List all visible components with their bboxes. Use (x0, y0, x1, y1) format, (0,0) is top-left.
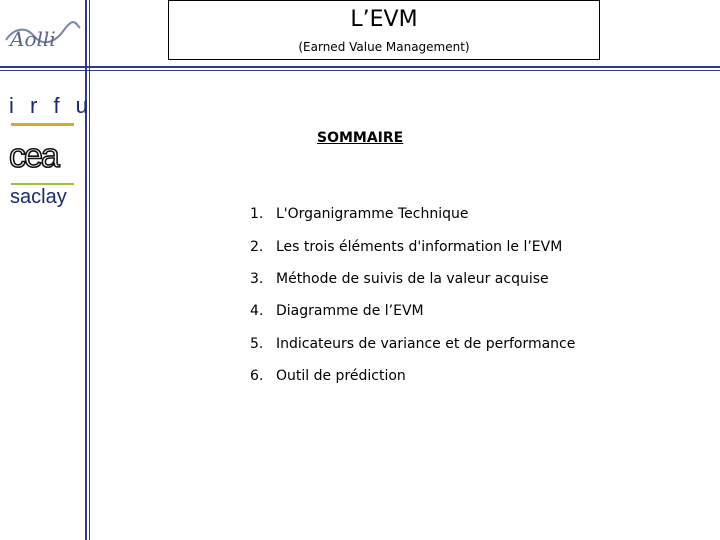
top-horizontal-rule (0, 66, 720, 68)
toc-item (250, 360, 575, 392)
irfu-logo-text: i r f u (9, 93, 93, 118)
toc-item-label: Indicateurs de variance et de performance (276, 335, 576, 352)
toc-item-number: 5. (250, 335, 264, 352)
toc-item-number: 1. (250, 206, 264, 223)
toc-item-label: Les trois éléments d'information le l’EVM (276, 238, 563, 255)
saclay-line (11, 183, 74, 185)
summary-heading: SOMMAIRE (317, 130, 404, 146)
toc-item (250, 198, 575, 230)
top-horizontal-rule-inner (0, 70, 720, 71)
cea-logo-text: cea (9, 140, 58, 172)
toc-item-number: 2. (250, 238, 264, 255)
aolli-logo-text: Aolli (10, 27, 56, 51)
toc-item-number: 6. (250, 368, 264, 385)
toc-item-label: L'Organigramme Technique (276, 206, 469, 223)
saclay-logo-text: saclay (10, 186, 67, 208)
toc-item (250, 230, 575, 262)
toc-item (250, 328, 575, 360)
toc-item-number: 4. (250, 303, 264, 320)
cea-logo (9, 140, 75, 172)
toc-item (250, 263, 575, 295)
page-subtitle: (Earned Value Management) (298, 40, 470, 54)
irfu-underline (11, 123, 74, 126)
left-vertical-rule-inner (89, 0, 90, 540)
toc-item-label: Diagramme de l’EVM (276, 303, 424, 320)
toc-item (250, 295, 575, 327)
title-box (168, 0, 600, 60)
toc-item-label: Méthode de suivis de la valeur acquise (276, 270, 549, 287)
left-vertical-rule (85, 0, 87, 540)
table-of-contents (250, 198, 575, 392)
toc-item-label: Outil de prédiction (276, 368, 406, 385)
aolli-logo (4, 14, 82, 54)
page-title: L’EVM (350, 7, 418, 32)
toc-item-number: 3. (250, 270, 264, 287)
